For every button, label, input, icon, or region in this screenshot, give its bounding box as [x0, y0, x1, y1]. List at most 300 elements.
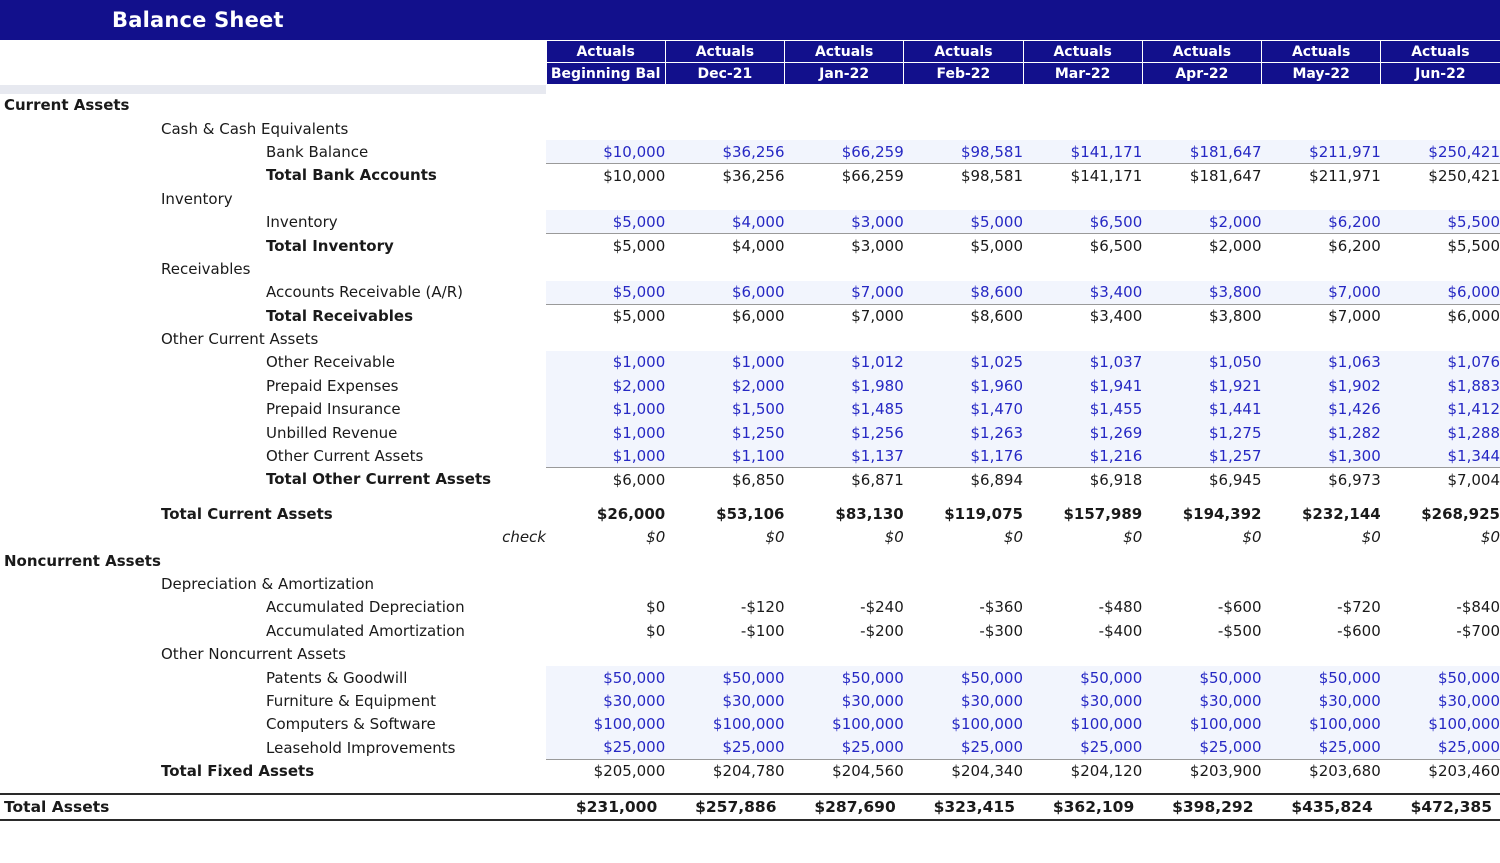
cell-empty-20-2 — [785, 549, 904, 572]
input-row-bank-balance — [0, 140, 1500, 163]
cell-accounts-receivable-a-r-2[interactable]: $7,000 — [785, 281, 904, 304]
cell-check-3: $0 — [904, 526, 1023, 549]
cell-other-current-assets-5[interactable]: $1,257 — [1142, 444, 1261, 467]
band-label-cell — [0, 85, 546, 94]
cell-inventory-0[interactable]: $5,000 — [546, 210, 665, 233]
cell-check-1: $0 — [665, 526, 784, 549]
row-label-other-receivable: Other Receivable — [266, 353, 395, 372]
input-row-patents-goodwill — [0, 666, 1500, 689]
cell-other-receivable-4[interactable]: $1,037 — [1023, 351, 1142, 374]
cell-total-inventory-6: $6,200 — [1262, 234, 1381, 257]
row-label-patents-goodwill: Patents & Goodwill — [266, 668, 408, 687]
cell-prepaid-insurance-3[interactable]: $1,470 — [904, 398, 1023, 421]
header-row-group — [0, 41, 1500, 63]
cell-empty-10-6 — [1262, 327, 1381, 350]
cell-empty-20-7 — [1381, 549, 1500, 572]
cell-inventory-1[interactable]: $4,000 — [665, 210, 784, 233]
cell-unbilled-revenue-6[interactable]: $1,282 — [1262, 421, 1381, 444]
subtotal-row-total-receivables — [0, 304, 1500, 327]
cell-total-inventory-1: $4,000 — [665, 234, 784, 257]
cell-empty-20-0 — [546, 549, 665, 572]
cell-leasehold-improvements-7[interactable]: $25,000 — [1381, 736, 1500, 759]
cell-prepaid-insurance-6[interactable]: $1,426 — [1262, 398, 1381, 421]
band-value-cell-6 — [1262, 85, 1381, 94]
cell-total-assets-5: $398,292 — [1142, 794, 1261, 820]
cell-patents-goodwill-2[interactable]: $50,000 — [785, 666, 904, 689]
cell-accumulated-depreciation-7: -$840 — [1381, 596, 1500, 619]
row-label-other-current-assets: Other Current Assets — [266, 447, 424, 466]
cell-empty-20-6 — [1262, 549, 1381, 572]
row-label-computers-software: Computers & Software — [266, 715, 436, 734]
cell-patents-goodwill-0[interactable]: $50,000 — [546, 666, 665, 689]
input-row-computers-software — [0, 713, 1500, 736]
cell-empty-20-4 — [1023, 549, 1142, 572]
cell-total-other-current-assets-6: $6,973 — [1262, 468, 1381, 491]
cell-total-fixed-assets-5: $203,900 — [1142, 759, 1261, 782]
input-row-furniture-equipment — [0, 689, 1500, 712]
group-row-cash-cash-equivalents — [0, 117, 1500, 140]
balance-sheet-table — [0, 40, 1500, 821]
cell-other-current-assets-0[interactable]: $1,000 — [546, 444, 665, 467]
cell-furniture-equipment-1[interactable]: $30,000 — [665, 689, 784, 712]
cell-empty-4-5 — [1142, 187, 1261, 210]
section-row-noncurrent-assets — [0, 549, 1500, 572]
spacer-cell-4 — [1023, 783, 1142, 794]
cell-empty-4-4 — [1023, 187, 1142, 210]
cell-empty-10-1 — [665, 327, 784, 350]
cell-accumulated-amortization-0: $0 — [546, 619, 665, 642]
cell-empty-4-1 — [665, 187, 784, 210]
cell-bank-balance-4[interactable]: $141,171 — [1023, 140, 1142, 163]
cell-total-receivables-2: $7,000 — [785, 304, 904, 327]
cell-furniture-equipment-2[interactable]: $30,000 — [785, 689, 904, 712]
cell-other-receivable-7[interactable]: $1,076 — [1381, 351, 1500, 374]
cell-accounts-receivable-a-r-4[interactable]: $3,400 — [1023, 281, 1142, 304]
cell-other-current-assets-1[interactable]: $1,100 — [665, 444, 784, 467]
column-group-header-1: Actuals — [665, 41, 784, 63]
input-row-prepaid-expenses — [0, 374, 1500, 397]
row-label-unbilled-revenue: Unbilled Revenue — [266, 423, 398, 442]
spacer-cell — [0, 491, 546, 502]
cell-total-inventory-2: $3,000 — [785, 234, 904, 257]
cell-accumulated-amortization-6: -$600 — [1262, 619, 1381, 642]
spacer-cell-3 — [904, 783, 1023, 794]
column-group-header-7: Actuals — [1381, 41, 1500, 63]
cell-total-other-current-assets-0: $6,000 — [546, 468, 665, 491]
band-value-cell-5 — [1142, 85, 1261, 94]
cell-total-other-current-assets-7: $7,004 — [1381, 468, 1500, 491]
cell-check-2: $0 — [785, 526, 904, 549]
band-value-cell-4 — [1023, 85, 1142, 94]
row-label-furniture-equipment: Furniture & Equipment — [266, 691, 437, 710]
cell-empty-24-1 — [665, 642, 784, 665]
total-assets-row — [0, 794, 1500, 820]
cell-empty-7-1 — [665, 257, 784, 280]
cell-check-7: $0 — [1381, 526, 1500, 549]
cell-empty-20-5 — [1142, 549, 1261, 572]
column-period-header-2: Jan-22 — [785, 63, 904, 85]
cell-other-current-assets-3[interactable]: $1,176 — [904, 444, 1023, 467]
cell-inventory-5[interactable]: $2,000 — [1142, 210, 1261, 233]
value-row-accumulated-depreciation — [0, 596, 1500, 619]
cell-total-assets-7: $472,385 — [1381, 794, 1500, 820]
column-group-header-4: Actuals — [1023, 41, 1142, 63]
spacer-cell-2 — [785, 491, 904, 502]
row-label-prepaid-expenses: Prepaid Expenses — [266, 376, 399, 395]
cell-bank-balance-7[interactable]: $250,421 — [1381, 140, 1500, 163]
cell-total-assets-6: $435,824 — [1262, 794, 1381, 820]
spacer-cell-3 — [904, 491, 1023, 502]
row-label-other-noncurrent-assets: Other Noncurrent Assets — [161, 645, 346, 664]
row-label-accumulated-depreciation: Accumulated Depreciation — [266, 598, 465, 617]
cell-empty-21-3 — [904, 572, 1023, 595]
cell-computers-software-3[interactable]: $100,000 — [904, 713, 1023, 736]
row-label-receivables: Receivables — [161, 259, 251, 278]
row-label-total-fixed-assets: Total Fixed Assets — [161, 762, 315, 781]
cell-empty-1-7 — [1381, 117, 1500, 140]
cell-prepaid-expenses-2[interactable]: $1,980 — [785, 374, 904, 397]
cell-total-fixed-assets-2: $204,560 — [785, 759, 904, 782]
cell-empty-4-0 — [546, 187, 665, 210]
cell-unbilled-revenue-5[interactable]: $1,275 — [1142, 421, 1261, 444]
cell-furniture-equipment-7[interactable]: $30,000 — [1381, 689, 1500, 712]
cell-other-current-assets-2[interactable]: $1,137 — [785, 444, 904, 467]
cell-empty-4-7 — [1381, 187, 1500, 210]
cell-total-receivables-3: $8,600 — [904, 304, 1023, 327]
band-value-cell-7 — [1381, 85, 1500, 94]
column-period-header-5: Apr-22 — [1142, 63, 1261, 85]
cell-empty-21-5 — [1142, 572, 1261, 595]
cell-check-6: $0 — [1262, 526, 1381, 549]
cell-empty-21-1 — [665, 572, 784, 595]
cell-empty-0-7 — [1381, 94, 1500, 117]
cell-other-current-assets-4[interactable]: $1,216 — [1023, 444, 1142, 467]
cell-patents-goodwill-3[interactable]: $50,000 — [904, 666, 1023, 689]
cell-other-current-assets-7[interactable]: $1,344 — [1381, 444, 1500, 467]
cell-empty-7-7 — [1381, 257, 1500, 280]
cell-empty-1-1 — [665, 117, 784, 140]
cell-other-receivable-3[interactable]: $1,025 — [904, 351, 1023, 374]
row-label-other-current-assets: Other Current Assets — [161, 330, 319, 349]
total-row-total-current-assets — [0, 502, 1500, 525]
cell-patents-goodwill-7[interactable]: $50,000 — [1381, 666, 1500, 689]
row-label-total-assets: Total Assets — [0, 794, 546, 820]
cell-empty-21-4 — [1023, 572, 1142, 595]
cell-bank-balance-1[interactable]: $36,256 — [665, 140, 784, 163]
cell-furniture-equipment-4[interactable]: $30,000 — [1023, 689, 1142, 712]
group-row-depreciation-amortization — [0, 572, 1500, 595]
cell-accumulated-amortization-7: -$700 — [1381, 619, 1500, 642]
page-title: Balance Sheet — [112, 8, 284, 32]
cell-empty-24-3 — [904, 642, 1023, 665]
cell-computers-software-5[interactable]: $100,000 — [1142, 713, 1261, 736]
cell-prepaid-expenses-5[interactable]: $1,921 — [1142, 374, 1261, 397]
group-row-other-current-assets — [0, 327, 1500, 350]
cell-total-bank-accounts-3: $98,581 — [904, 164, 1023, 187]
cell-check-5: $0 — [1142, 526, 1261, 549]
cell-computers-software-1[interactable]: $100,000 — [665, 713, 784, 736]
cell-empty-10-2 — [785, 327, 904, 350]
cell-empty-0-5 — [1142, 94, 1261, 117]
cell-inventory-3[interactable]: $5,000 — [904, 210, 1023, 233]
cell-leasehold-improvements-5[interactable]: $25,000 — [1142, 736, 1261, 759]
spacer-row — [0, 491, 1500, 502]
cell-leasehold-improvements-3[interactable]: $25,000 — [904, 736, 1023, 759]
cell-unbilled-revenue-7[interactable]: $1,288 — [1381, 421, 1500, 444]
input-row-unbilled-revenue — [0, 421, 1500, 444]
cell-patents-goodwill-6[interactable]: $50,000 — [1262, 666, 1381, 689]
cell-furniture-equipment-6[interactable]: $30,000 — [1262, 689, 1381, 712]
header-row-period — [0, 63, 1500, 85]
spacer-cell-0 — [546, 491, 665, 502]
input-row-inventory — [0, 210, 1500, 233]
cell-inventory-2[interactable]: $3,000 — [785, 210, 904, 233]
cell-empty-10-5 — [1142, 327, 1261, 350]
cell-empty-0-3 — [904, 94, 1023, 117]
cell-total-current-assets-2: $83,130 — [785, 502, 904, 525]
cell-computers-software-0[interactable]: $100,000 — [546, 713, 665, 736]
row-label-noncurrent-assets: Noncurrent Assets — [4, 551, 161, 570]
row-label-total-other-current-assets: Total Other Current Assets — [266, 470, 492, 489]
cell-empty-24-6 — [1262, 642, 1381, 665]
cell-computers-software-4[interactable]: $100,000 — [1023, 713, 1142, 736]
cell-furniture-equipment-0[interactable]: $30,000 — [546, 689, 665, 712]
cell-accounts-receivable-a-r-3[interactable]: $8,600 — [904, 281, 1023, 304]
band-value-cell-1 — [665, 85, 784, 94]
column-period-header-0: Beginning Bal — [546, 63, 665, 85]
cell-total-inventory-4: $6,500 — [1023, 234, 1142, 257]
spacer-cell-1 — [665, 783, 784, 794]
cell-check-0: $0 — [546, 526, 665, 549]
cell-patents-goodwill-5[interactable]: $50,000 — [1142, 666, 1261, 689]
group-row-receivables — [0, 257, 1500, 280]
cell-empty-4-2 — [785, 187, 904, 210]
cell-accumulated-depreciation-3: -$360 — [904, 596, 1023, 619]
cell-prepaid-expenses-3[interactable]: $1,960 — [904, 374, 1023, 397]
cell-other-receivable-0[interactable]: $1,000 — [546, 351, 665, 374]
cell-other-receivable-2[interactable]: $1,012 — [785, 351, 904, 374]
cell-bank-balance-3[interactable]: $98,581 — [904, 140, 1023, 163]
cell-patents-goodwill-4[interactable]: $50,000 — [1023, 666, 1142, 689]
cell-total-fixed-assets-1: $204,780 — [665, 759, 784, 782]
row-label-inventory: Inventory — [161, 189, 233, 208]
cell-prepaid-expenses-1[interactable]: $2,000 — [665, 374, 784, 397]
cell-empty-0-1 — [665, 94, 784, 117]
subtotal-row-total-inventory — [0, 234, 1500, 257]
cell-inventory-6[interactable]: $6,200 — [1262, 210, 1381, 233]
cell-total-fixed-assets-6: $203,680 — [1262, 759, 1381, 782]
band-value-cell-2 — [785, 85, 904, 94]
cell-total-bank-accounts-2: $66,259 — [785, 164, 904, 187]
cell-other-current-assets-6[interactable]: $1,300 — [1262, 444, 1381, 467]
cell-total-assets-2: $287,690 — [785, 794, 904, 820]
cell-total-bank-accounts-6: $211,971 — [1262, 164, 1381, 187]
band-value-cell-3 — [904, 85, 1023, 94]
cell-total-fixed-assets-0: $205,000 — [546, 759, 665, 782]
row-label-total-receivables: Total Receivables — [266, 306, 414, 325]
cell-empty-24-7 — [1381, 642, 1500, 665]
cell-accounts-receivable-a-r-7[interactable]: $6,000 — [1381, 281, 1500, 304]
cell-unbilled-revenue-0[interactable]: $1,000 — [546, 421, 665, 444]
cell-check-4: $0 — [1023, 526, 1142, 549]
cell-inventory-4[interactable]: $6,500 — [1023, 210, 1142, 233]
cell-prepaid-expenses-6[interactable]: $1,902 — [1262, 374, 1381, 397]
cell-empty-24-4 — [1023, 642, 1142, 665]
cell-prepaid-insurance-7[interactable]: $1,412 — [1381, 398, 1500, 421]
cell-total-current-assets-3: $119,075 — [904, 502, 1023, 525]
cell-prepaid-insurance-5[interactable]: $1,441 — [1142, 398, 1261, 421]
cell-empty-1-2 — [785, 117, 904, 140]
header-separator-band — [0, 85, 1500, 94]
cell-other-receivable-5[interactable]: $1,050 — [1142, 351, 1261, 374]
balance-sheet-grid — [0, 40, 1500, 821]
total-row-total-fixed-assets — [0, 759, 1500, 782]
row-label-total-current-assets: Total Current Assets — [161, 504, 333, 523]
cell-leasehold-improvements-4[interactable]: $25,000 — [1023, 736, 1142, 759]
header-corner-blank-2 — [0, 63, 546, 85]
cell-bank-balance-2[interactable]: $66,259 — [785, 140, 904, 163]
header-corner-blank — [0, 41, 546, 63]
cell-total-current-assets-4: $157,989 — [1023, 502, 1142, 525]
cell-leasehold-improvements-0[interactable]: $25,000 — [546, 736, 665, 759]
column-period-header-6: May-22 — [1262, 63, 1381, 85]
cell-total-receivables-0: $5,000 — [546, 304, 665, 327]
cell-unbilled-revenue-3[interactable]: $1,263 — [904, 421, 1023, 444]
cell-empty-7-5 — [1142, 257, 1261, 280]
cell-computers-software-6[interactable]: $100,000 — [1262, 713, 1381, 736]
cell-computers-software-7[interactable]: $100,000 — [1381, 713, 1500, 736]
subtotal-row-total-bank-accounts — [0, 164, 1500, 187]
cell-total-inventory-5: $2,000 — [1142, 234, 1261, 257]
column-group-header-0: Actuals — [546, 41, 665, 63]
cell-total-bank-accounts-0: $10,000 — [546, 164, 665, 187]
spacer-cell-5 — [1142, 783, 1261, 794]
cell-prepaid-insurance-2[interactable]: $1,485 — [785, 398, 904, 421]
cell-furniture-equipment-3[interactable]: $30,000 — [904, 689, 1023, 712]
cell-other-receivable-6[interactable]: $1,063 — [1262, 351, 1381, 374]
cell-total-receivables-5: $3,800 — [1142, 304, 1261, 327]
cell-empty-24-5 — [1142, 642, 1261, 665]
cell-empty-24-2 — [785, 642, 904, 665]
cell-computers-software-2[interactable]: $100,000 — [785, 713, 904, 736]
cell-empty-7-6 — [1262, 257, 1381, 280]
spacer-cell-2 — [785, 783, 904, 794]
cell-unbilled-revenue-2[interactable]: $1,256 — [785, 421, 904, 444]
cell-empty-24-0 — [546, 642, 665, 665]
input-row-prepaid-insurance — [0, 398, 1500, 421]
column-group-header-2: Actuals — [785, 41, 904, 63]
cell-leasehold-improvements-6[interactable]: $25,000 — [1262, 736, 1381, 759]
column-period-header-7: Jun-22 — [1381, 63, 1500, 85]
column-period-header-3: Feb-22 — [904, 63, 1023, 85]
cell-empty-21-2 — [785, 572, 904, 595]
cell-total-assets-3: $323,415 — [904, 794, 1023, 820]
cell-accounts-receivable-a-r-5[interactable]: $3,800 — [1142, 281, 1261, 304]
cell-empty-7-4 — [1023, 257, 1142, 280]
spacer-cell-4 — [1023, 491, 1142, 502]
cell-bank-balance-6[interactable]: $211,971 — [1262, 140, 1381, 163]
cell-bank-balance-0[interactable]: $10,000 — [546, 140, 665, 163]
cell-total-receivables-6: $7,000 — [1262, 304, 1381, 327]
cell-total-other-current-assets-5: $6,945 — [1142, 468, 1261, 491]
cell-empty-0-4 — [1023, 94, 1142, 117]
cell-accumulated-amortization-2: -$200 — [785, 619, 904, 642]
cell-empty-20-3 — [904, 549, 1023, 572]
cell-furniture-equipment-5[interactable]: $30,000 — [1142, 689, 1261, 712]
cell-total-receivables-7: $6,000 — [1381, 304, 1500, 327]
cell-total-fixed-assets-7: $203,460 — [1381, 759, 1500, 782]
cell-leasehold-improvements-2[interactable]: $25,000 — [785, 736, 904, 759]
spacer-cell-1 — [665, 491, 784, 502]
cell-empty-10-3 — [904, 327, 1023, 350]
value-row-accumulated-amortization — [0, 619, 1500, 642]
cell-empty-1-6 — [1262, 117, 1381, 140]
cell-accounts-receivable-a-r-6[interactable]: $7,000 — [1262, 281, 1381, 304]
spacer-cell — [0, 783, 546, 794]
cell-accumulated-amortization-4: -$400 — [1023, 619, 1142, 642]
group-row-other-noncurrent-assets — [0, 642, 1500, 665]
row-label-bank-balance: Bank Balance — [266, 142, 369, 161]
cell-prepaid-expenses-7[interactable]: $1,883 — [1381, 374, 1500, 397]
cell-other-receivable-1[interactable]: $1,000 — [665, 351, 784, 374]
cell-patents-goodwill-1[interactable]: $50,000 — [665, 666, 784, 689]
cell-accumulated-amortization-5: -$500 — [1142, 619, 1261, 642]
row-label-total-inventory: Total Inventory — [266, 236, 394, 255]
cell-accumulated-depreciation-0: $0 — [546, 596, 665, 619]
cell-empty-10-0 — [546, 327, 665, 350]
cell-accounts-receivable-a-r-1[interactable]: $6,000 — [665, 281, 784, 304]
cell-accumulated-depreciation-2: -$240 — [785, 596, 904, 619]
cell-empty-0-6 — [1262, 94, 1381, 117]
cell-prepaid-insurance-4[interactable]: $1,455 — [1023, 398, 1142, 421]
row-label-leasehold-improvements: Leasehold Improvements — [266, 738, 456, 757]
cell-empty-21-6 — [1262, 572, 1381, 595]
cell-empty-1-4 — [1023, 117, 1142, 140]
row-label-cash-cash-equivalents: Cash & Cash Equivalents — [161, 119, 349, 138]
cell-accumulated-amortization-1: -$100 — [665, 619, 784, 642]
cell-leasehold-improvements-1[interactable]: $25,000 — [665, 736, 784, 759]
spacer-cell-6 — [1262, 783, 1381, 794]
input-row-leasehold-improvements — [0, 736, 1500, 759]
spacer-cell-0 — [546, 783, 665, 794]
cell-unbilled-revenue-4[interactable]: $1,269 — [1023, 421, 1142, 444]
column-group-header-5: Actuals — [1142, 41, 1261, 63]
cell-accounts-receivable-a-r-0[interactable]: $5,000 — [546, 281, 665, 304]
cell-total-other-current-assets-3: $6,894 — [904, 468, 1023, 491]
cell-total-bank-accounts-4: $141,171 — [1023, 164, 1142, 187]
cell-bank-balance-5[interactable]: $181,647 — [1142, 140, 1261, 163]
row-label-depreciation-amortization: Depreciation & Amortization — [161, 575, 375, 593]
cell-prepaid-insurance-0[interactable]: $1,000 — [546, 398, 665, 421]
cell-unbilled-revenue-1[interactable]: $1,250 — [665, 421, 784, 444]
cell-empty-1-3 — [904, 117, 1023, 140]
input-row-accounts-receivable-a-r — [0, 281, 1500, 304]
row-label-total-bank-accounts: Total Bank Accounts — [266, 166, 437, 185]
column-period-header-4: Mar-22 — [1023, 63, 1142, 85]
cell-empty-1-0 — [546, 117, 665, 140]
cell-total-current-assets-7: $268,925 — [1381, 502, 1500, 525]
cell-prepaid-expenses-4[interactable]: $1,941 — [1023, 374, 1142, 397]
cell-inventory-7[interactable]: $5,500 — [1381, 210, 1500, 233]
cell-empty-7-0 — [546, 257, 665, 280]
cell-total-bank-accounts-5: $181,647 — [1142, 164, 1261, 187]
row-label-accumulated-amortization: Accumulated Amortization — [266, 621, 465, 640]
cell-empty-7-3 — [904, 257, 1023, 280]
cell-prepaid-expenses-0[interactable]: $2,000 — [546, 374, 665, 397]
spacer-cell-6 — [1262, 491, 1381, 502]
cell-empty-21-7 — [1381, 572, 1500, 595]
cell-prepaid-insurance-1[interactable]: $1,500 — [665, 398, 784, 421]
